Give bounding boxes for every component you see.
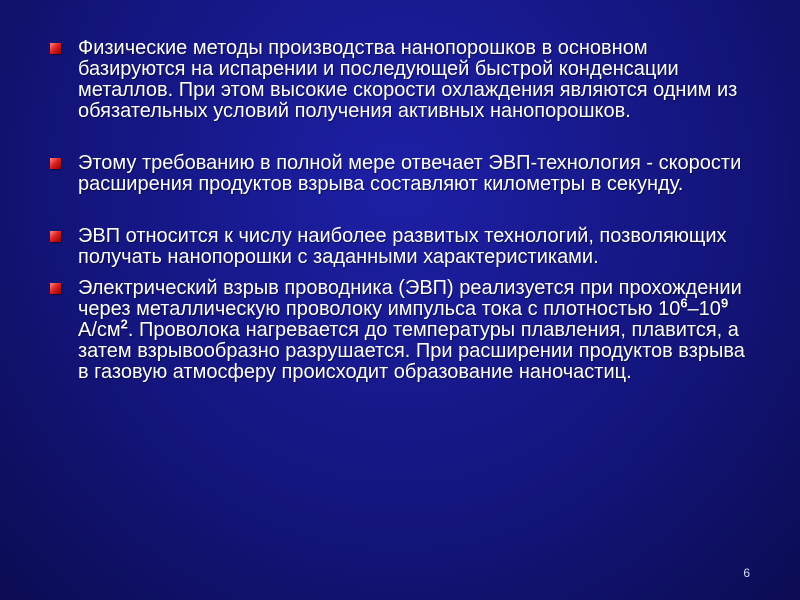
bullet-list	[48, 38, 748, 383]
superscript-2: 2	[120, 316, 128, 332]
bullet-square-icon	[50, 158, 61, 169]
bullet-item-4	[48, 278, 748, 383]
bullet-square-icon	[50, 283, 61, 294]
bullet-text: Физические методы производства нанопорошков в основном базируются на испарении и последующей быстрой конденсации металлов. При этом высокие скорости охлаждения являются одним из обязательных условий получения активных нанопорошков.	[78, 37, 738, 122]
bullet-square-icon	[50, 231, 61, 242]
bullet-text-prefix: Электрический взрыв проводника (ЭВП) реализуется при прохождении через металлическую проволоку импульса тока с плотностью 10	[78, 277, 742, 320]
bullet-item-3	[48, 226, 748, 268]
page-number: 6	[743, 566, 750, 580]
bullet-text-unit: А/см	[78, 319, 121, 341]
superscript-9: 9	[720, 295, 729, 311]
bullet-text-middle: –10	[687, 298, 721, 320]
bullet-text-suffix: . Проволока нагревается до температуры плавления, плавится, а затем взрывообразно разрушается. При расширении продуктов взрыва в газовую атмосферу происходит образование наночастиц.	[78, 319, 745, 383]
bullet-item-1	[48, 38, 748, 122]
bullet-square-icon	[50, 43, 61, 54]
bullet-text: ЭВП относится к числу наиболее развитых технологий, позволяющих получать нанопорошки с заданными характеристиками.	[78, 225, 727, 268]
bullet-item-2	[48, 153, 748, 195]
bullet-text: Этому требованию в полной мере отвечает ЭВП-технология - скорости расширения продуктов взрыва составляют километры в секунду.	[78, 152, 742, 195]
superscript-6: 6	[680, 295, 688, 311]
